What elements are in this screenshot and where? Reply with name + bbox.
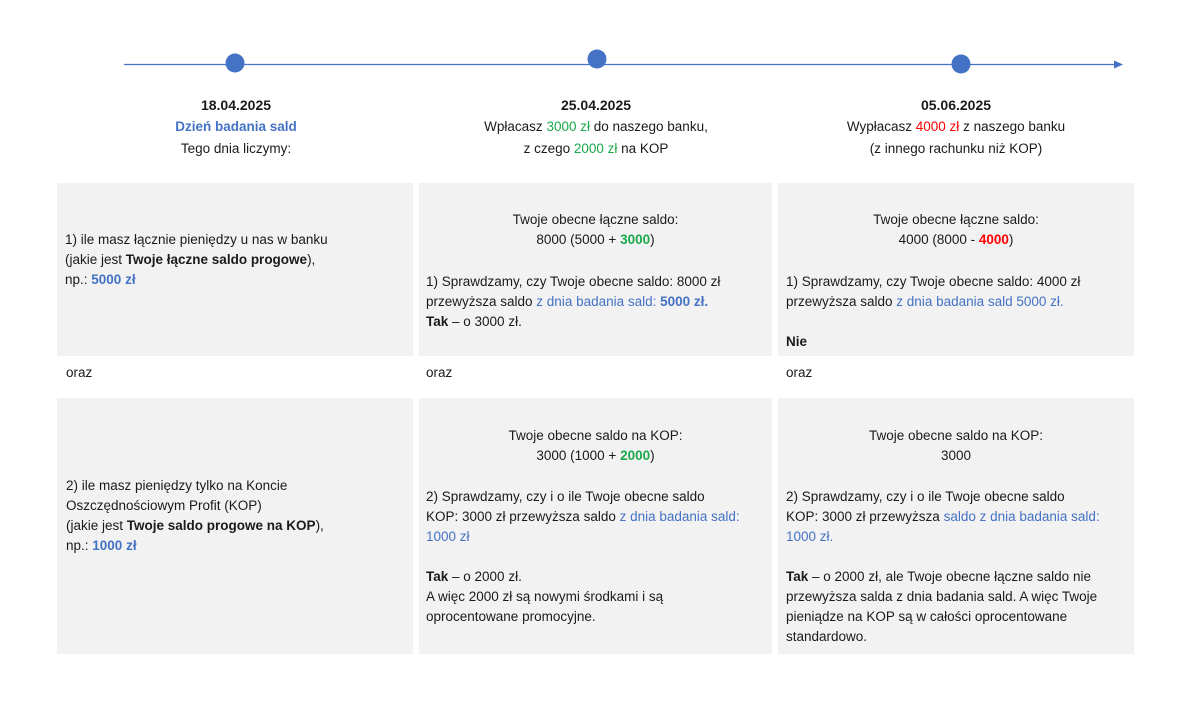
deposit-amount: 3000 zł bbox=[546, 119, 590, 134]
right-box-2-balance bbox=[778, 426, 1134, 466]
check-line-3: 1000 zł bbox=[426, 529, 470, 544]
check-line-3: 1000 zł. bbox=[786, 529, 834, 544]
mid-box-1-check bbox=[426, 272, 771, 332]
balance-calc: 3000 bbox=[940, 448, 972, 463]
check-line-1: 2) Sprawdzamy, czy i o ile Twoje obecne saldo bbox=[426, 489, 705, 504]
event-date: 18.04.2025 bbox=[200, 97, 272, 113]
event-header-3 bbox=[776, 94, 1136, 160]
event-title: Dzień badania sald bbox=[175, 119, 297, 134]
criterion-1-example: np.: 5000 zł bbox=[65, 272, 136, 287]
timeline-dot-3 bbox=[952, 55, 971, 74]
oraz-label-mid: oraz bbox=[426, 365, 453, 380]
timeline-dot-1 bbox=[226, 54, 245, 73]
balance-title: Twoje obecne saldo na KOP: bbox=[508, 428, 683, 443]
event-header-2 bbox=[416, 94, 776, 160]
right-box-2-check bbox=[786, 487, 1132, 647]
final-line-1: A więc 2000 zł są nowymi środkami i są bbox=[426, 589, 664, 604]
event-date: 05.06.2025 bbox=[920, 97, 992, 113]
mid-box-2-balance bbox=[419, 426, 772, 466]
timeline-dot-2 bbox=[588, 50, 607, 69]
check-line-2: KOP: 3000 zł przewyższa saldo z dnia badania sald: bbox=[426, 509, 740, 524]
criterion-2-line-2: Oszczędnościowym Profit (KOP) bbox=[66, 498, 262, 513]
event-line-1: Wpłacasz 3000 zł do naszego banku, bbox=[484, 119, 708, 134]
event-line-2: z czego 2000 zł na KOP bbox=[523, 141, 669, 156]
final-line-1: przewyższa salda z dnia badania sald. A więc Twoje bbox=[786, 589, 1098, 604]
criterion-2-line-1: 2) ile masz pieniędzy tylko na Koncie bbox=[66, 478, 288, 493]
check-line-2: przewyższa saldo z dnia badania sald 5000 zł. bbox=[786, 294, 1064, 309]
right-box-1 bbox=[778, 183, 1134, 356]
check-line-1: 1) Sprawdzamy, czy Twoje obecne saldo: 8000 zł bbox=[426, 274, 721, 289]
example-value: 1000 zł bbox=[92, 538, 137, 553]
event-date: 25.04.2025 bbox=[560, 97, 632, 113]
right-box-1-balance bbox=[778, 210, 1134, 250]
check-answer: Tak – o 3000 zł. bbox=[426, 314, 522, 329]
left-box-1-text bbox=[65, 230, 410, 290]
right-box-1-check bbox=[786, 272, 1132, 312]
event-header-1 bbox=[56, 94, 416, 160]
check-answer-no: Nie bbox=[786, 334, 808, 349]
final-line-3: standardowo. bbox=[786, 629, 868, 644]
check-line-1: 1) Sprawdzamy, czy Twoje obecne saldo: 4000 zł bbox=[786, 274, 1081, 289]
example-value: 5000 zł bbox=[91, 272, 136, 287]
withdraw-amount: 4000 zł bbox=[915, 119, 960, 134]
event-subtitle: Tego dnia liczymy: bbox=[180, 141, 292, 156]
criterion-1-desc: (jakie jest Twoje łączne saldo progowe), bbox=[65, 252, 316, 267]
balance-calc: 8000 (5000 + 3000) bbox=[536, 232, 655, 247]
balance-title: Twoje obecne łączne saldo: bbox=[873, 212, 1039, 227]
final-line-2: oprocentowane promocyjne. bbox=[426, 609, 596, 624]
oraz-label-left: oraz bbox=[66, 365, 93, 380]
balance-title: Twoje obecne łączne saldo: bbox=[512, 212, 679, 227]
check-line-1: 2) Sprawdzamy, czy i o ile Twoje obecne saldo bbox=[786, 489, 1065, 504]
mid-box-1-balance bbox=[419, 210, 772, 250]
criterion-1-line: 1) ile masz łącznie pieniędzy u nas w banku bbox=[65, 232, 328, 247]
criterion-2-desc: (jakie jest Twoje saldo progowe na KOP), bbox=[66, 518, 324, 533]
criterion-2-example: np.: 1000 zł bbox=[66, 538, 137, 553]
check-line-2: przewyższa saldo z dnia badania sald: 5000 zł. bbox=[426, 294, 709, 309]
event-line-2: (z innego rachunku niż KOP) bbox=[869, 141, 1043, 156]
balance-title: Twoje obecne saldo na KOP: bbox=[868, 428, 1044, 443]
oraz-label-right: oraz bbox=[786, 365, 813, 380]
check-line-2: KOP: 3000 zł przewyższa saldo z dnia badania sald: bbox=[786, 509, 1100, 524]
check-answer: Tak – o 2000 zł. bbox=[426, 569, 522, 584]
final-line-2: pieniądze na KOP są w całości oprocentowane bbox=[786, 609, 1068, 624]
balance-calc: 3000 (1000 + 2000) bbox=[536, 448, 655, 463]
check-answer: Tak – o 2000 zł, ale Twoje obecne łączne saldo nie bbox=[786, 569, 1091, 584]
left-box-2-text bbox=[66, 476, 411, 556]
mid-box-2-check bbox=[426, 487, 771, 627]
kop-amount: 2000 zł bbox=[573, 141, 618, 156]
balance-calc: 4000 (8000 - 4000) bbox=[898, 232, 1014, 247]
timeline-arrowhead bbox=[1114, 61, 1123, 69]
event-line-1: Wypłacasz 4000 zł z naszego banku bbox=[846, 119, 1066, 134]
